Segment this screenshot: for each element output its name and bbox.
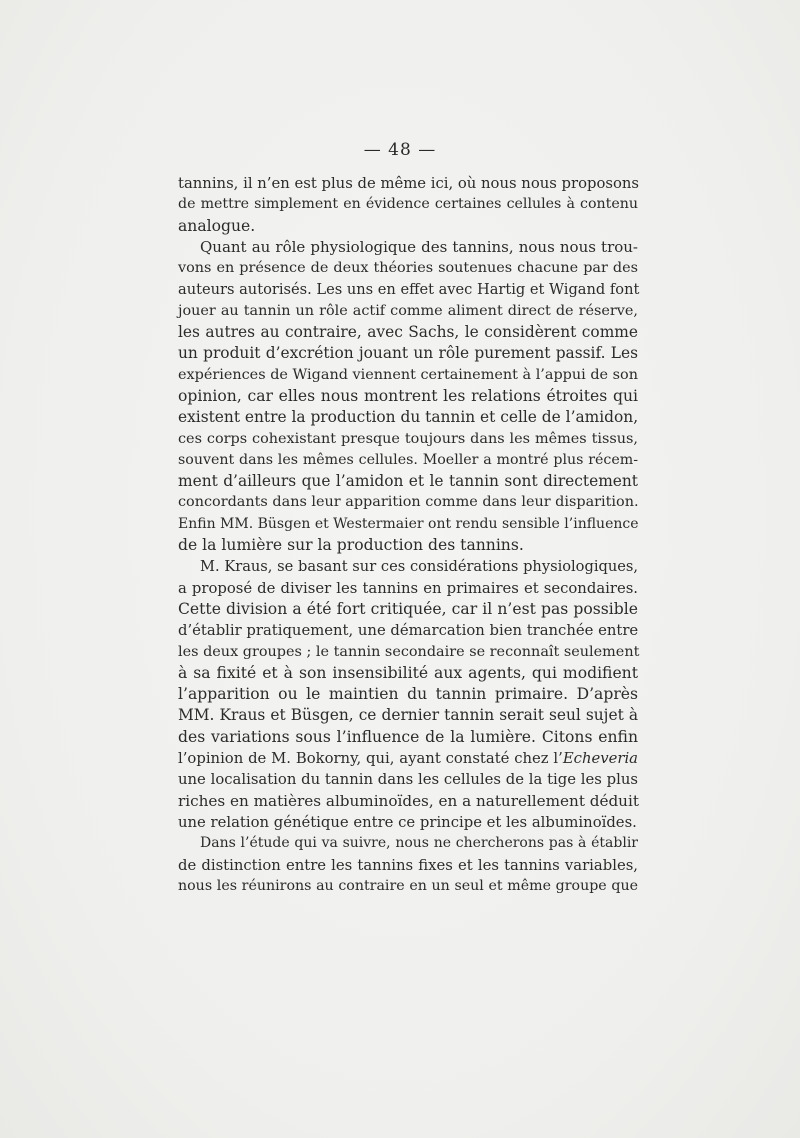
page-number: — 48 — xyxy=(363,140,437,160)
paragraph-4 xyxy=(178,833,638,897)
text-line: les autres au contraire, avec Sachs, le considèrent comme xyxy=(178,323,638,342)
text-line: riches en matières albuminoïdes, en a naturellement déduit xyxy=(178,791,639,810)
text-line: concordants dans leur apparition comme dans leur disparition. xyxy=(178,494,639,511)
text-line: Quant au rôle physiologique des tannins, nous nous trou- xyxy=(200,237,638,256)
text-line: des variations sous l’influence de la lumière. Citons enfin xyxy=(178,727,638,746)
text-line: ment d’ailleurs que l’amidon et le tannin sont directement xyxy=(178,472,638,491)
text-line: Enfin MM. Büsgen et Westermaier ont rendu sensible l’influence xyxy=(178,515,639,532)
text-line: analogue. xyxy=(178,216,256,235)
text-line: de distinction entre les tannins fixes et les tannins variables, xyxy=(178,856,638,874)
text-line: existent entre la production du tannin et celle de l’amidon, xyxy=(178,408,639,427)
text-line: a proposé de diviser les tannins en primaires et secondaires. xyxy=(178,579,638,597)
text-segment: l’opinion de M. Bokorny, qui, ayant constaté chez l’ xyxy=(178,750,563,768)
paragraph-2 xyxy=(178,237,638,556)
text-line: M. Kraus, se basant sur ces considérations physiologiques, xyxy=(200,558,638,576)
text-line: jouer au tannin un rôle actif comme aliment direct de réserve, xyxy=(178,302,638,319)
text-line: souvent dans les mêmes cellules. Moeller a montré plus récem- xyxy=(178,451,638,468)
italic-term: Echeveria xyxy=(562,750,638,768)
text-line: tannins, il n’en est plus de même ici, où nous nous proposons xyxy=(178,175,640,192)
text-line: vons en présence de deux théories soutenues chacune par des xyxy=(178,260,638,277)
text-line-with-italic xyxy=(178,748,638,769)
text-line: MM. Kraus et Büsgen, ce dernier tannin serait seul sujet à xyxy=(178,706,638,725)
text-line: l’apparition ou le maintien du tannin primaire. D’après xyxy=(178,685,638,704)
text-line: de mettre simplement en évidence certaines cellules à contenu xyxy=(178,196,638,213)
text-line: Cette division a été fort critiquée, car il n’est pas possible xyxy=(178,599,638,618)
text-line: ces corps cohexistant presque toujours dans les mêmes tissus, xyxy=(178,430,638,447)
text-line: un produit d’excrétion jouant un rôle purement passif. Les xyxy=(178,344,638,363)
text-line: auteurs autorisés. Les uns en effet avec Hartig et Wigand font xyxy=(178,281,640,299)
text-line: de la lumière sur la production des tannins. xyxy=(178,536,524,555)
text-line: opinion, car elles nous montrent les relations étroites qui xyxy=(178,386,638,405)
text-line: expériences de Wigand viennent certainement à l’appui de son xyxy=(178,366,638,383)
text-line: une localisation du tannin dans les cellules de la tige les plus xyxy=(178,771,638,789)
text-line: une relation génétique entre ce principe et les albuminoïdes. xyxy=(178,813,637,831)
text-line: nous les réunirons au contraire en un seul et même groupe que xyxy=(178,877,638,894)
text-line: les deux groupes ; le tannin secondaire se reconnaît seulement xyxy=(178,643,640,660)
paragraph-3 xyxy=(178,556,638,833)
text-line: d’établir pratiquement, une démarcation bien tranchée entre xyxy=(178,622,639,640)
body-text xyxy=(178,173,638,897)
text-line: Dans l’étude qui va suivre, nous ne chercherons pas à établir xyxy=(200,835,638,852)
text-line: à sa fixité et à son insensibilité aux agents, qui modifient xyxy=(178,663,638,682)
paragraph-1 xyxy=(178,173,638,237)
